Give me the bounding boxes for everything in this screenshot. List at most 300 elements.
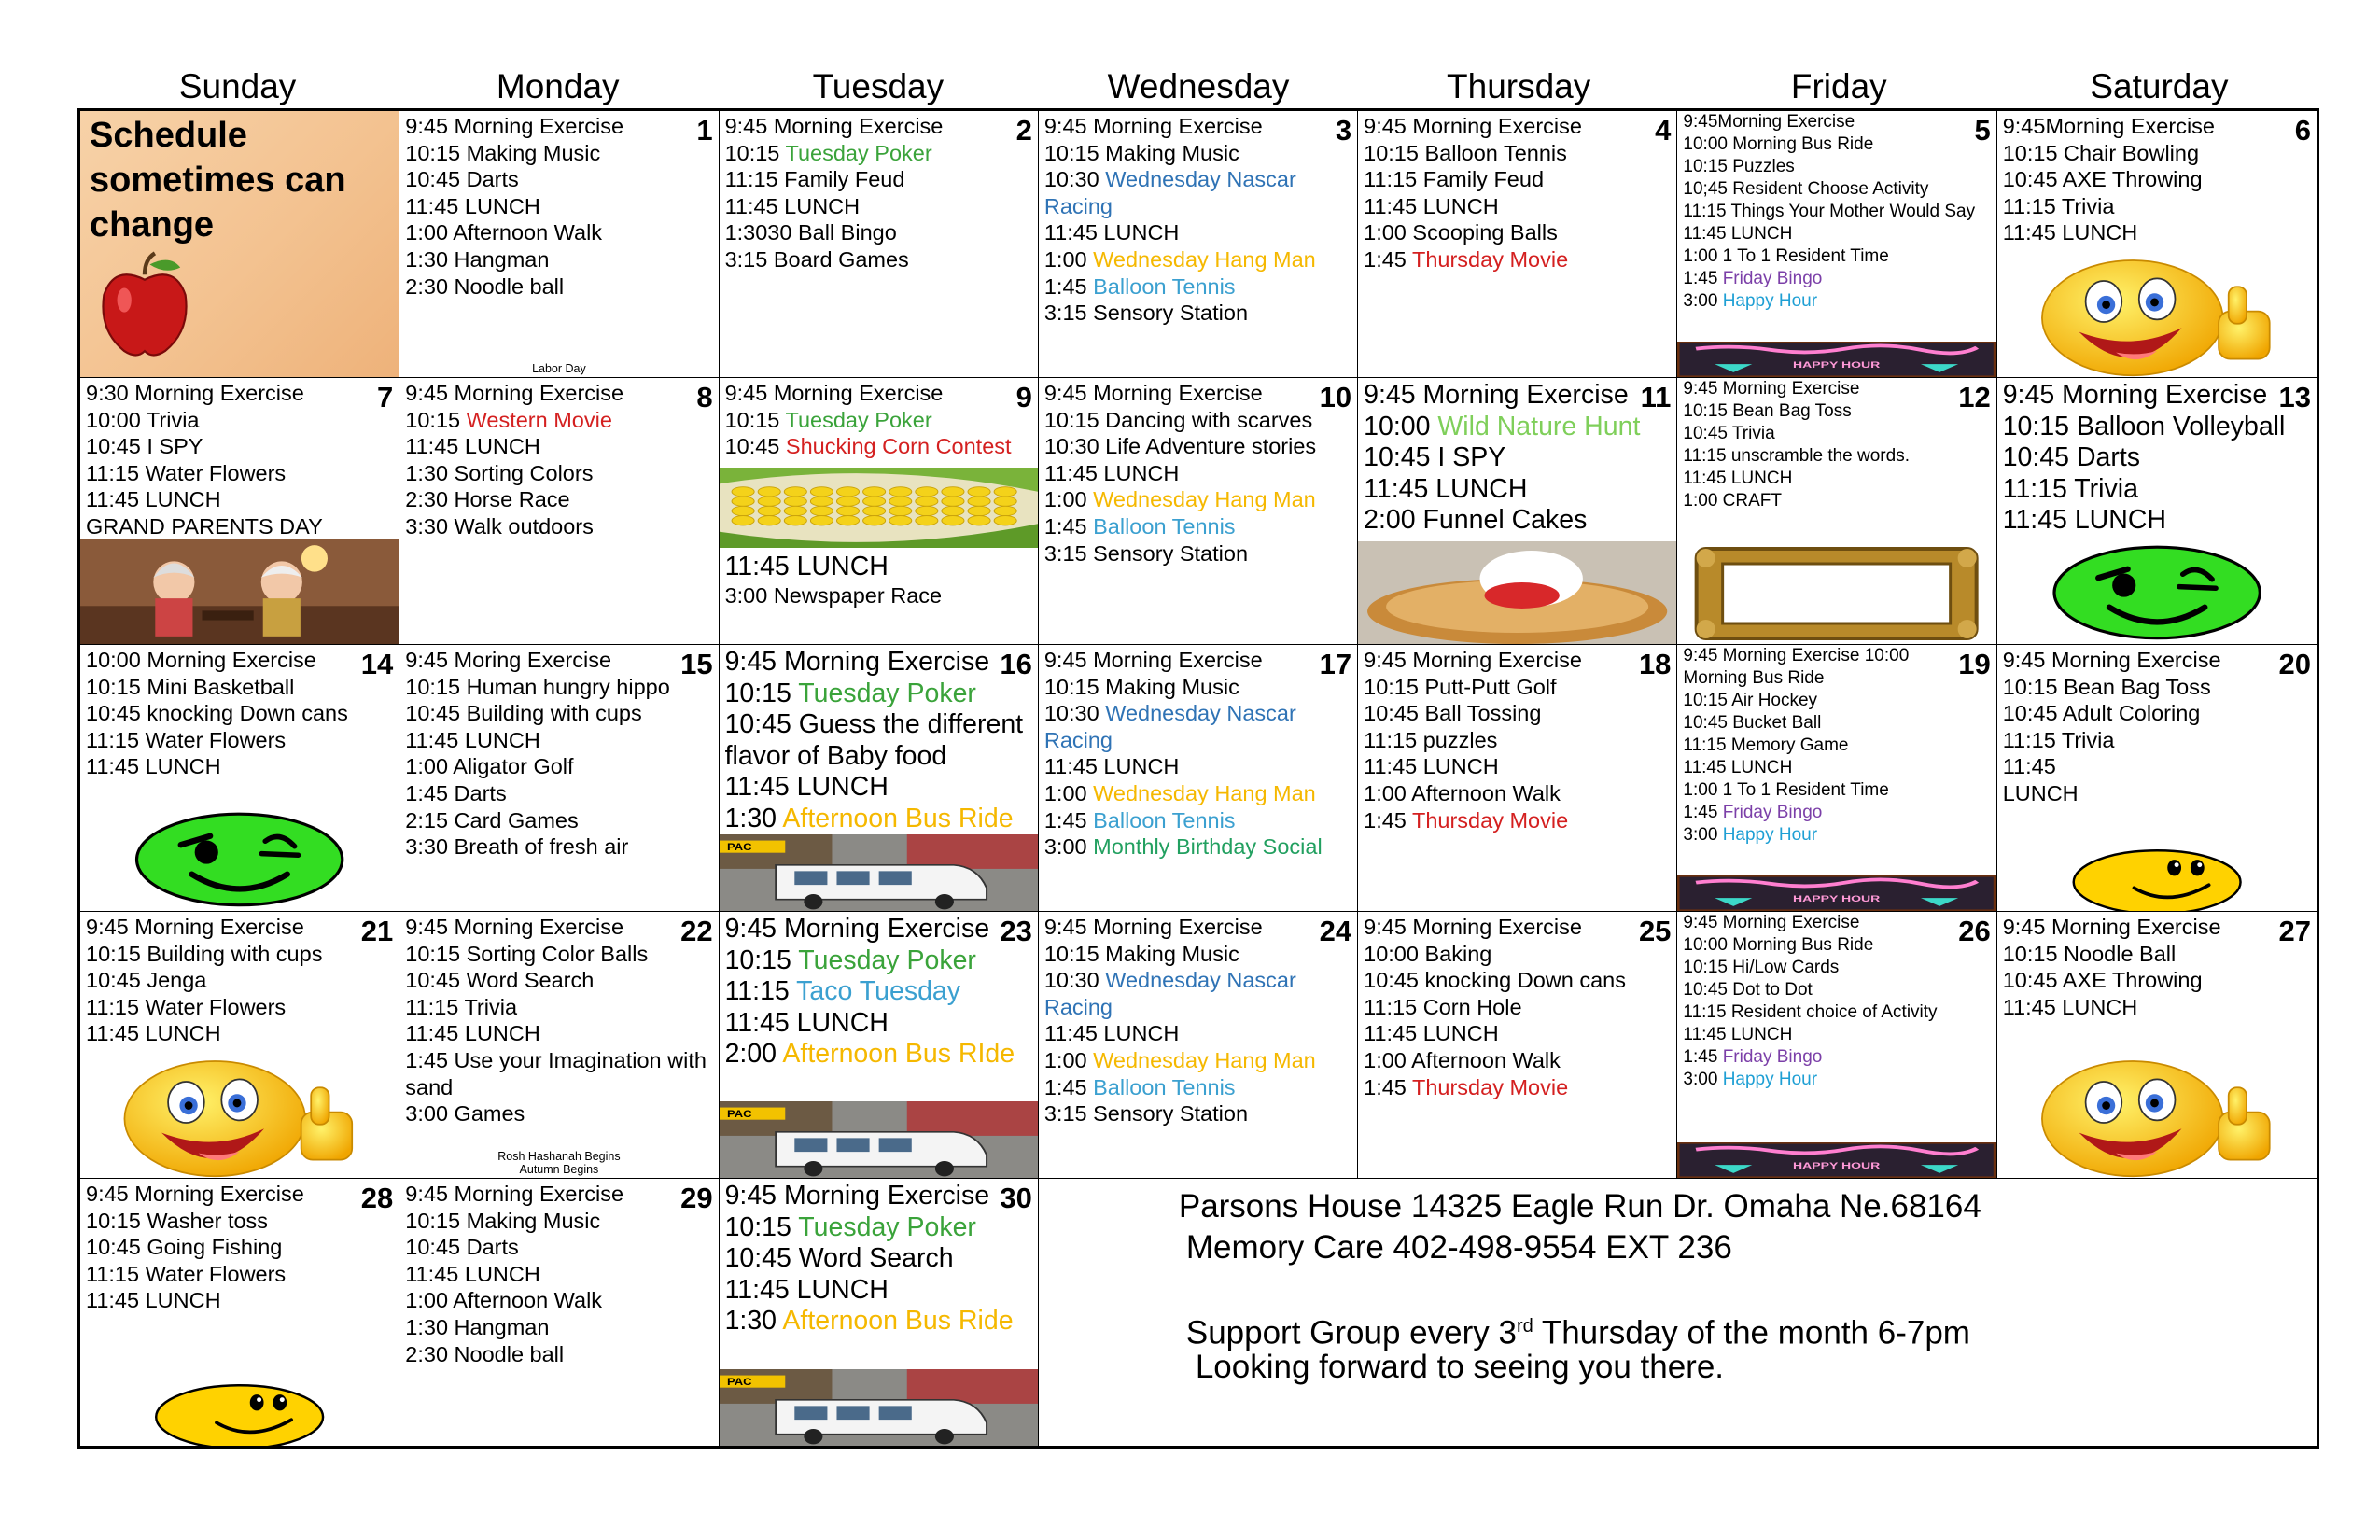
activity-item [1683,490,1990,512]
activity-item [405,1234,712,1261]
activity-text: 11:15 Things Your Mother Would Say [1683,202,1976,221]
activity-text: 11:45 LUNCH [1043,1021,1180,1046]
happy-hour-image [1677,342,1995,377]
day-cell-5 [1677,111,1996,378]
activity-highlight: Wednesday Nascar Racing [1043,167,1296,218]
activity-item [1683,268,1990,290]
activity-item [405,780,712,807]
activity-item [1683,1069,1990,1091]
activity-text: 10:45 Word Search [405,968,595,993]
day-cell-1 [399,111,719,378]
activity-list [1997,378,2317,539]
activity-item [1683,802,1990,824]
activity-highlight: Balloon Tennis [1093,807,1236,833]
activity-text: 9:45 Morning Exercise [724,114,944,138]
activity-text: 1:00 [1043,780,1094,805]
activity-item [405,1341,712,1368]
activity-item [1683,423,1990,445]
day-cell-21 [80,912,399,1179]
activity-text: 11:45 LUNCH [1043,220,1180,245]
day-number: 13 [2278,381,2311,413]
day-number: 20 [2278,648,2311,680]
activity-text: 11:45 LUNCH [724,772,889,802]
activity-text: 11:45 LUNCH [724,1007,889,1038]
day-cell-12 [1677,378,1996,645]
activity-list [1358,912,1676,1102]
activity-item [2003,380,2311,412]
activity-text: 11:15 puzzles [1364,727,1498,752]
activity-list [80,645,399,782]
activity-item [725,914,1032,945]
activity-text: 11:45 LUNCH [86,754,221,779]
activity-text: 10:45 Building with cups [405,701,642,726]
day-number: 30 [1000,1182,1032,1214]
activity-highlight: Shucking Corn Contest [785,434,1012,459]
activity-text: GRAND PARENTS DAY [86,513,323,539]
activity-text: 1:00 [1043,1047,1094,1072]
activity-item [86,674,393,701]
activity-text: 10:00 Baking [1364,941,1492,966]
activity-text: 9:45 Morning Exercise [724,1181,990,1211]
activity-item [405,113,712,140]
activity-item [725,647,1032,679]
activity-item [725,380,1032,407]
activity-text: 10:45 Jenga [86,968,207,993]
activity-text: 11:45 LUNCH [1364,193,1499,218]
activity-item [86,647,393,674]
activity-text: 1:45 [1043,273,1094,299]
weekday-header [77,65,2319,108]
activity-item [1364,780,1671,807]
activity-list [720,645,1038,836]
day-number: 23 [1000,915,1032,947]
activity-item [725,219,1032,246]
activity-item [405,1181,712,1208]
activity-item [405,833,712,861]
activity-list [80,912,399,1049]
activity-text: 1:00 [1043,246,1094,272]
activity-item [1683,468,1990,490]
day-number: 16 [1000,648,1032,680]
activity-text: 1:00 Aligator Golf [405,754,574,779]
activity-text: 9:45 Morning Exercise [1683,379,1860,399]
activity-item [405,1100,712,1127]
activity-text: 3:30 Walk outdoors [405,513,594,539]
activity-item [86,407,393,434]
activity-item [2003,727,2311,754]
activity-item [1364,140,1671,167]
activity-text: 10;45 Resident Choose Activity [1683,179,1929,199]
activity-item [1364,807,1671,834]
activity-item [2003,753,2311,780]
activity-item [1364,700,1671,727]
day-thursday: Thursday [1447,67,1591,105]
activity-item [86,914,393,941]
activity-highlight: Thursday Movie [1411,807,1569,833]
activity-highlight: Tuesday Poker [798,945,976,975]
day-cell-15 [399,645,719,912]
activity-text: 1:45 [1043,1074,1094,1099]
day-cell-11 [1358,378,1677,645]
activity-item [1683,178,1990,201]
day-cell-3 [1039,111,1358,378]
activity-item [1044,1020,1351,1047]
activity-item [725,1181,1032,1212]
activity-text: 1:00 1 To 1 Resident Time [1683,780,1889,800]
activity-text: 3:00 [1683,291,1723,311]
activity-item [1044,113,1351,140]
activity-text: 10:45 AXE Throwing [2002,968,2203,993]
activity-text: 10:15 Making Music [1043,674,1239,699]
day-number: 5 [1974,114,1991,147]
activity-highlight: Western Movie [466,407,612,432]
day-cell-19 [1677,645,1996,912]
day-number: 19 [1958,648,1991,680]
activity-text: 10:15 Making Music [405,140,601,165]
activity-list [1358,111,1676,275]
activity-text: 11:45 LUNCH [1043,460,1180,485]
activity-list [399,912,718,1129]
activity-highlight: Balloon Tennis [1093,273,1236,299]
activity-list [720,378,1038,462]
activity-highlight: Wild Nature Hunt [1437,411,1641,441]
thumbs-up-smiley-image [1997,1055,2317,1178]
activity-item [1683,645,1990,667]
activity-text: 1:30 Hangman [405,1314,550,1339]
activity-text: 11:15 Water Flowers [86,994,287,1019]
happy-hour-sign-text: HAPPY HOUR [1793,894,1881,904]
activity-text: 10:15 [724,678,799,708]
activity-highlight: Tuesday Poker [798,678,976,708]
activity-text: 11:45 LUNCH [1043,754,1180,779]
activity-text: 9:45 Morning Exercise 10:00 [1683,646,1910,665]
activity-text: 9:45 Morning Exercise [405,381,624,405]
activity-text: 1:00 1 To 1 Resident Time [1683,246,1889,266]
activity-text: 10:00 Morning Bus Ride [1683,134,1874,154]
activity-item [86,380,393,407]
activity-text: 10:30 [1043,167,1106,192]
activity-item [1683,957,1990,979]
activity-item [2003,994,2311,1021]
activity-item [2003,967,2311,994]
day-number: 6 [2294,114,2311,147]
activity-item [1683,735,1990,757]
day-wednesday: Wednesday [1107,67,1290,105]
happy-hour-sign-text: HAPPY HOUR [1793,360,1881,371]
activity-item [1044,780,1351,807]
activity-highlight: Tuesday Poker [785,140,932,165]
activity-item [2003,166,2311,193]
day-cell-9 [720,378,1039,645]
activity-item [2003,474,2311,506]
activity-text: 11:45 LUNCH [1683,758,1793,777]
activity-text: 10:15 Bean Bag Toss [2002,674,2211,699]
activity-text: 3:30 Breath of fresh air [405,834,629,860]
activity-item [405,460,712,487]
activity-item [405,1261,712,1288]
activity-text: 9:45 Moring Exercise [405,648,612,672]
activity-item [1044,914,1351,941]
activity-item [1683,757,1990,779]
activity-item [86,700,393,727]
activity-list [1997,912,2317,1022]
activity-highlight: Taco Tuesday [796,976,961,1006]
activity-text: 9:45 Morning Exercise [1043,381,1263,405]
activity-item [1683,912,1990,934]
activity-item [725,1275,1032,1307]
day-number: 1 [696,114,713,147]
activity-text: 11:15 Memory Game [1683,735,1849,755]
day-cell-16 [720,645,1039,912]
activity-item [725,113,1032,140]
activity-text: 10:00 Trivia [86,407,200,432]
activity-item [2003,700,2311,727]
activity-text: 1:45 [1364,807,1412,833]
activity-list [720,1179,1038,1339]
activity-text: 10:15 [405,407,467,432]
activity-text: 9:45 Morning Exercise [724,914,990,944]
activity-item [2003,647,2311,674]
activity-text: 3:15 Sensory Station [1043,301,1249,326]
activity-text: 1:3030 Ball Bingo [724,220,897,245]
activity-list [399,378,718,542]
activity-item [1683,712,1990,735]
day-number: 4 [1655,114,1672,147]
activity-text: 11:15 Family Feud [1364,167,1545,192]
day-friday: Friday [1790,67,1887,105]
activity-item [725,679,1032,710]
activity-item [1683,690,1990,712]
green-wink-smiley-image [80,801,399,911]
activity-text: 3:00 [1683,1070,1723,1089]
activity-text: 10:15 Air Hockey [1683,691,1818,710]
activity-highlight: Monthly Birthday Social [1093,834,1323,860]
activity-item [405,994,712,1021]
activity-text: 11:15 Trivia [405,994,518,1019]
activity-item [1044,647,1351,674]
activity-text: 9:45Morning Exercise [2002,114,2215,138]
activity-item [1683,667,1990,690]
activity-item [1683,290,1990,313]
activity-text: 1:00 Afternoon Walk [405,220,603,245]
svg-text:PAC: PAC [726,1108,752,1120]
activity-text: 10:45 knocking Down cans [1364,968,1627,993]
activity-item [1683,979,1990,1001]
activity-item [1044,513,1351,540]
activity-list [720,912,1038,1072]
activity-item [725,1243,1032,1275]
day-cell-8 [399,378,719,645]
activity-item [405,246,712,273]
activity-highlight: Happy Hour [1722,825,1818,845]
activity-highlight: Afternoon Bus RIde [782,1039,1015,1069]
activity-item [86,1261,393,1288]
activity-text: 10:15 Hi/Low Cards [1683,958,1840,977]
activity-item [1683,1001,1990,1024]
activity-text: LUNCH [2002,780,2079,805]
activity-text: 11:15 Water Flowers [86,1261,287,1286]
activity-item [725,140,1032,167]
activity-item [2003,193,2311,220]
calendar-grid [77,108,2319,1449]
activity-item [2003,914,2311,941]
activity-item [1044,273,1351,301]
day-number: 3 [1335,114,1352,147]
activity-item [1364,246,1671,273]
day-tuesday: Tuesday [812,67,945,105]
activity-item [1044,833,1351,861]
activity-text: 11:45 LUNCH [405,1021,540,1046]
activity-item [1683,1046,1990,1069]
notice-cell [80,111,399,378]
activity-list [80,1179,399,1316]
activity-item [1683,223,1990,245]
activity-highlight: Wednesday Hang Man [1093,1047,1316,1072]
activity-item [405,273,712,301]
activity-item [405,727,712,754]
activity-text: 10:15 Puzzles [1683,157,1795,176]
day-number: 22 [680,915,713,947]
activity-item [405,380,712,407]
activity-text: 1:30 [724,1306,783,1336]
day-number: 15 [680,648,713,680]
day-cell-27 [1997,912,2317,1179]
activity-text: 10:30 Life Adventure stories [1043,434,1317,459]
activity-item [1364,1047,1671,1074]
activity-text: 3:00 Newspaper Race [724,583,943,608]
activity-text: 2:00 [724,1039,783,1069]
activity-item [405,486,712,513]
activity-text: 10:45 Going Fishing [86,1235,283,1260]
activity-highlight: Wednesday Nascar Racing [1043,701,1296,752]
day-cell-17 [1039,645,1358,912]
activity-text: 10:45 Darts [405,1235,519,1260]
activity-item [405,1047,712,1100]
activity-text: 10:45 Adult Coloring [2002,701,2201,726]
activity-item [405,193,712,220]
activity-item [405,941,712,968]
day-cell-26 [1677,912,1996,1179]
activity-text: 10:30 [1043,968,1106,993]
activity-item [1364,1074,1671,1101]
day-number: 10 [1319,381,1352,413]
activity-item [405,753,712,780]
activity-item [1364,442,1671,474]
activity-list [1997,111,2317,248]
activity-text: 9:45 Morning Exercise [2002,648,2221,672]
footer-support-group [1186,1308,1970,1352]
gold-frame-image [1677,541,1995,644]
activity-item [1683,445,1990,468]
activity-highlight: Wednesday Hang Man [1093,487,1316,512]
day-number: 28 [360,1182,394,1214]
activity-text: 3:15 Board Games [724,246,909,272]
activity-text: 11:15 unscramble the words. [1683,446,1910,466]
activity-text: 1:00 CRAFT [1683,491,1783,511]
activity-text: 10:15 Human hungry hippo [405,674,670,699]
activity-item [1044,540,1351,567]
activity-item [86,486,393,513]
activity-item [1683,934,1990,957]
activity-text: 10:00 Morning Exercise [86,648,316,672]
activity-text: 10:15 Bean Bag Toss [1683,401,1852,421]
activity-text: 11:15 Water Flowers [86,727,287,752]
activity-text: 10:15 Making Music [405,1208,601,1233]
activity-text: 10:45 I SPY [86,434,203,459]
activity-list-continued [720,550,948,611]
activity-item [725,945,1032,977]
activity-text: 10:15 [724,1211,799,1242]
activity-text: 9:45 Morning Exercise [405,114,624,138]
activity-item [86,967,393,994]
svg-text:PAC: PAC [726,841,752,853]
activity-item [405,1287,712,1314]
activity-item [86,753,393,780]
activity-highlight: Wednesday Hang Man [1093,246,1316,272]
activity-list [1677,111,1995,315]
activity-list [399,645,718,862]
funnel-cake-image [1358,541,1676,644]
activity-text: 9:45 Morning Exercise [1043,915,1263,939]
activity-text: 9:45 Morning Exercise [1043,648,1263,672]
activity-text: 2:15 Card Games [405,807,579,833]
activity-item [405,407,712,434]
activity-item [1683,400,1990,423]
footer-address: Parsons House 14325 Eagle Run Dr. Omaha Ne.68164 [1178,1188,1981,1225]
activity-text: 1:45 [1683,1047,1723,1067]
activity-item [725,1306,1032,1337]
activity-item [86,994,393,1021]
activity-text: 10:00 Morning Bus Ride [1683,935,1874,955]
activity-text: 10:15 Dancing with scarves [1043,407,1313,432]
activity-item [1364,1020,1671,1047]
activity-text: 10:30 [1043,701,1106,726]
activity-text: 11:45 LUNCH [2002,994,2138,1019]
activity-item [1044,433,1351,460]
support-text: Support Group every 3 [1185,1314,1517,1351]
activity-text: 11:45 LUNCH [405,1261,540,1286]
activity-list [720,111,1038,275]
day-cell-22 [399,912,719,1179]
activity-item [405,140,712,167]
activity-text: 9:45 Morning Exercise [1364,114,1582,138]
activity-text: 10:00 [1364,411,1438,441]
day-number: 17 [1319,648,1352,680]
day-cell-25 [1358,912,1677,1179]
activity-text: 1:30 [724,803,783,833]
svg-text:PAC: PAC [726,1376,752,1388]
activity-text: 3:15 Sensory Station [1043,540,1249,566]
activity-item [1364,727,1671,754]
activity-text: 10:15 Balloon Volleyball [2002,411,2286,441]
activity-text: 10:45 [724,434,786,459]
day-cell-7 [80,378,399,645]
activity-item [725,552,943,582]
activity-item [405,513,712,540]
activity-text: 11:45 LUNCH [405,193,540,218]
activity-item [1683,779,1990,802]
activity-list [1358,378,1676,539]
activity-text: 11:45 LUNCH [2002,505,2167,535]
activity-item [2003,442,2311,474]
activity-item [1044,753,1351,780]
activity-highlight: Afternoon Bus Ride [782,1306,1014,1336]
activity-text: 1:45 [1364,1074,1412,1099]
activity-text: 11:15 Corn Hole [1364,994,1522,1019]
activity-item [1044,1074,1351,1101]
activity-item [2003,113,2311,140]
day-cell-2 [720,111,1039,378]
